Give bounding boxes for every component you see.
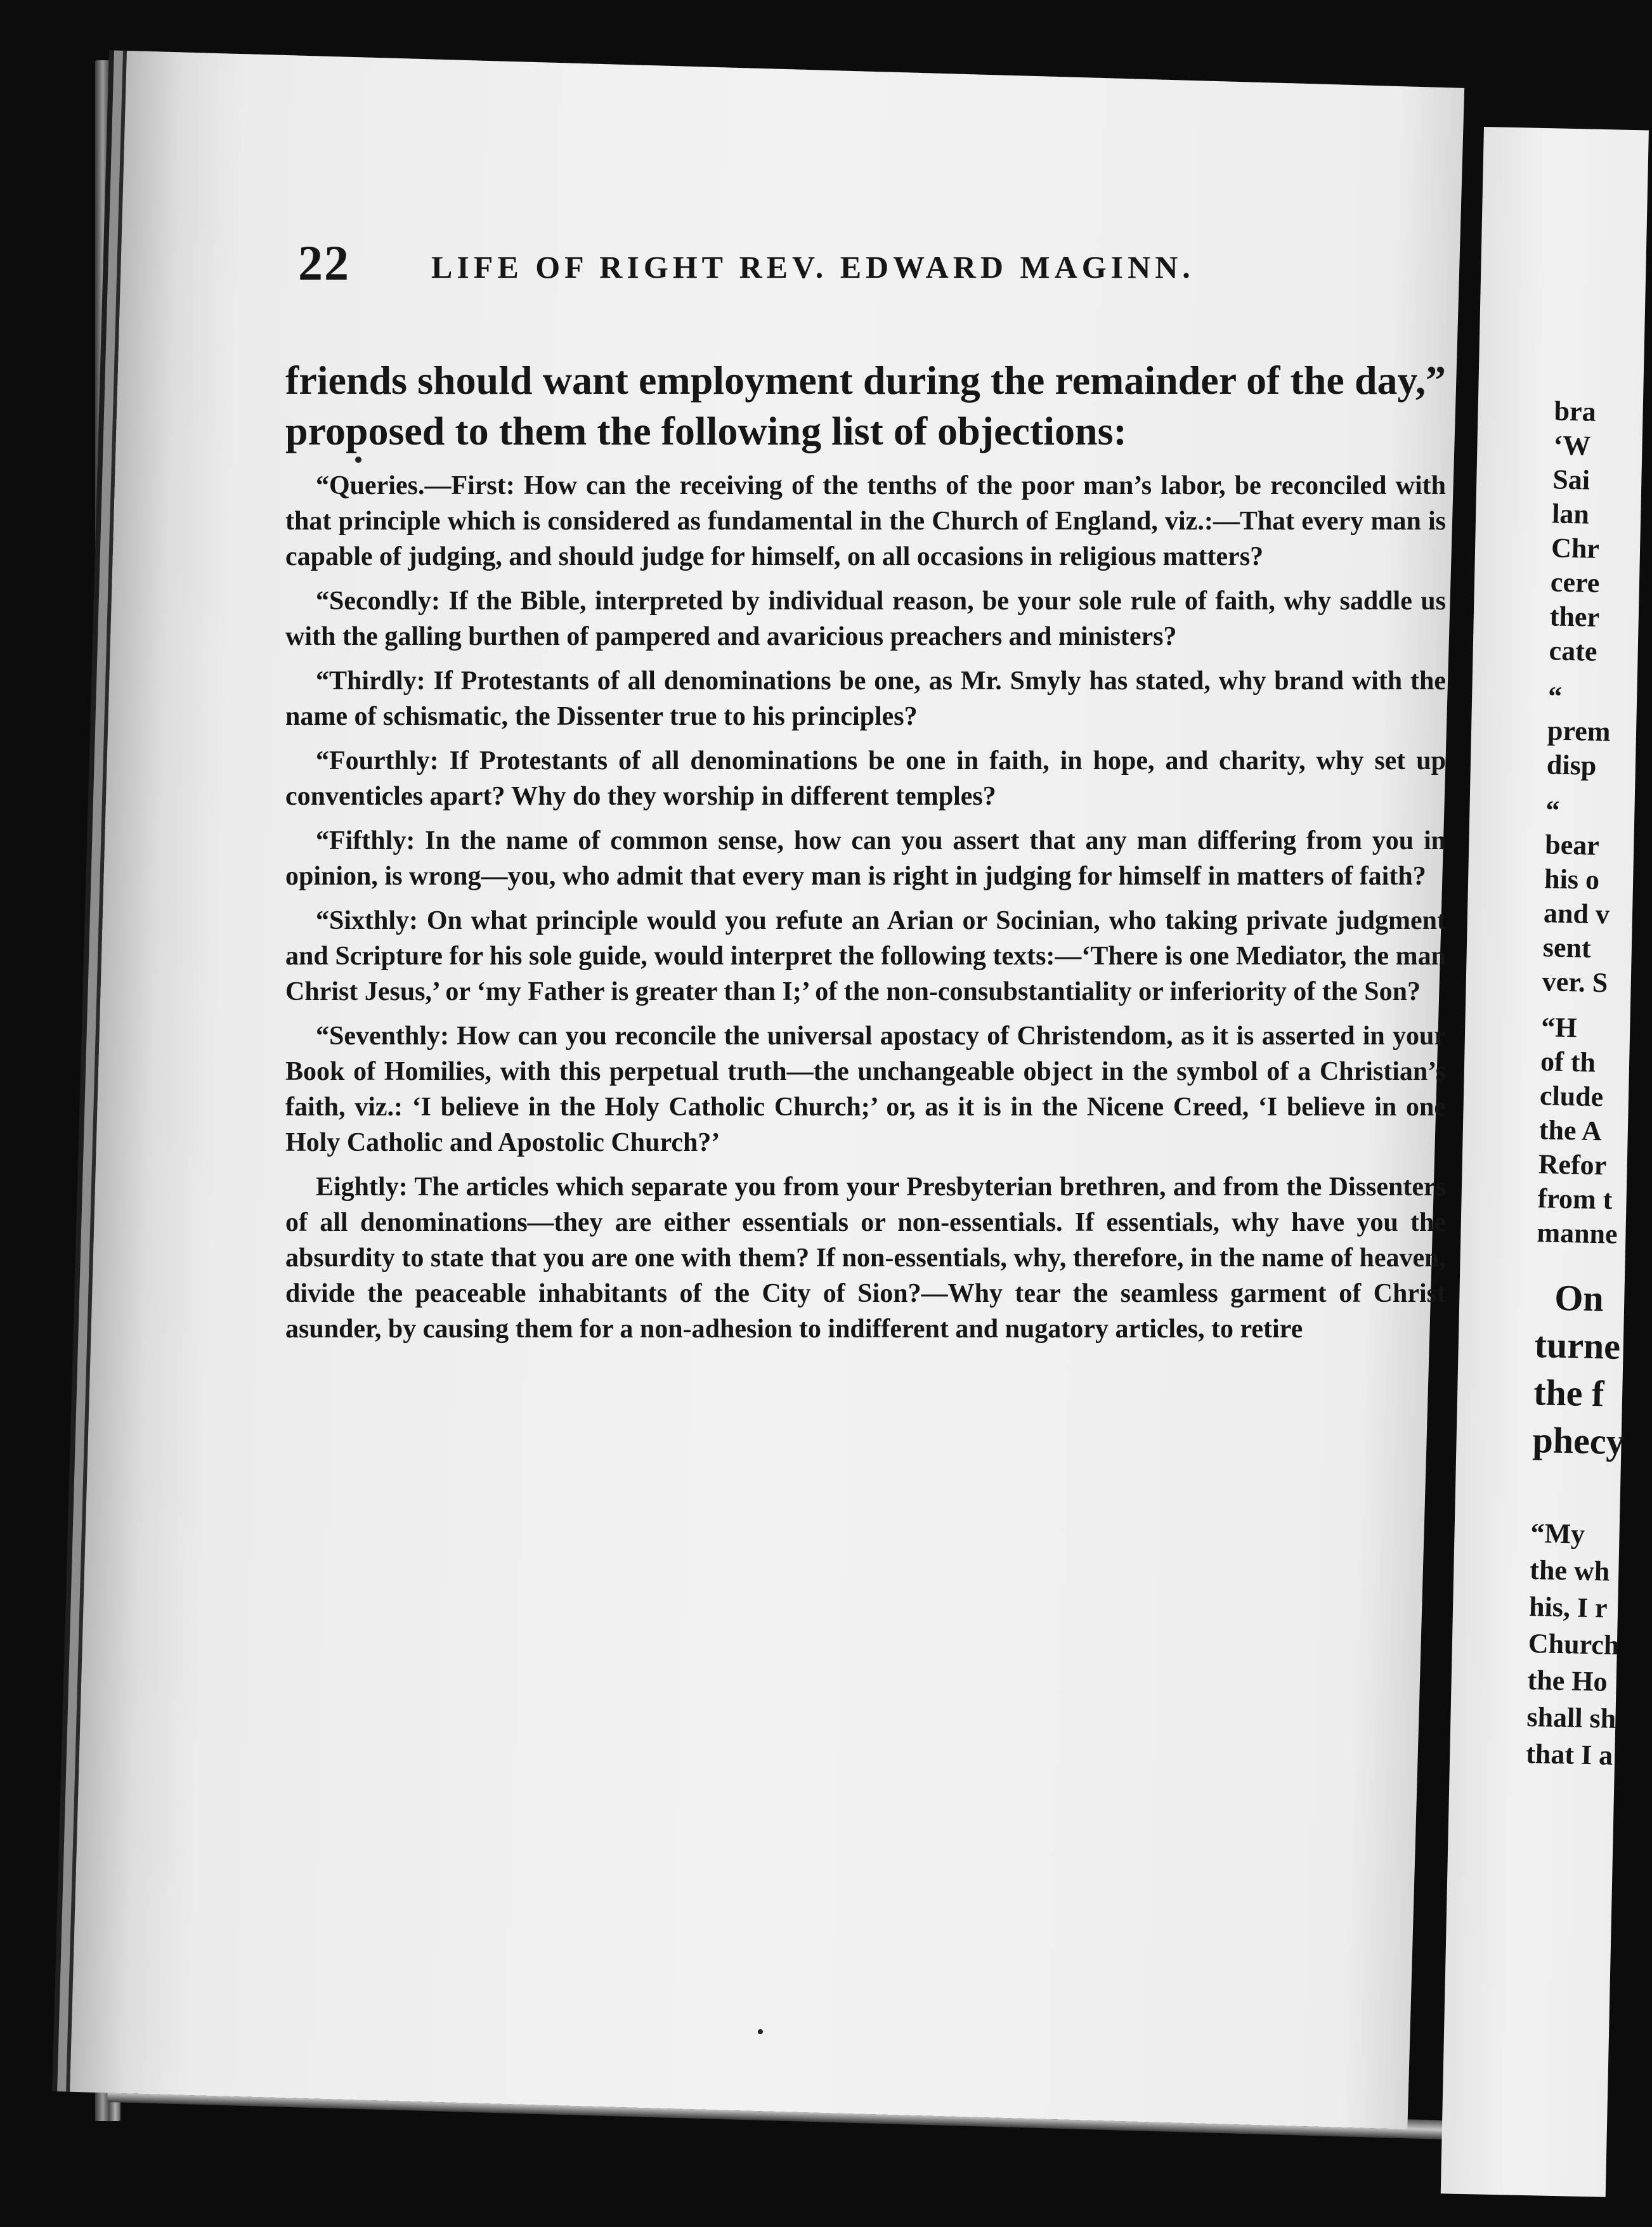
query-paragraph: “Fourthly: If Protestants of all denominations be one in faith, in hope, and charity, why set up conventicles apart? Why do they worship in different temples?	[285, 746, 1446, 811]
right-page-fragment: Chr	[1551, 532, 1600, 564]
ink-speck	[758, 2029, 763, 2034]
right-page-fragment: sent	[1542, 932, 1592, 964]
query-paragraph: “Queries.—First: How can the receiving of the tenths of the poor man’s labor, be reconciled with that principle which is considered as fundamental in the Church of England, viz.:—That every man is capable of judging, and should judge for himself, on all occasions in religious matters?	[285, 471, 1446, 571]
query-paragraph: Eightly: The articles which separate you from your Presbyterian brethren, and from the Dissenters of all denominations—they are either essentials or non-essentials. If essentials, why have you the absurdity to state that you are one with them? If non-essentials, why, therefore, in the name of heaven, divide the peaceable inhabitants of the City of Sion?—Why tear the seamless garment of Christ asunder, by causing them for a non-adhesion to indifferent and nugatory articles, to retire	[285, 1172, 1446, 1344]
right-page-fragment: “	[1545, 795, 1560, 826]
right-page-fragment: shall sh	[1526, 1701, 1616, 1734]
right-page-fragment: phecy	[1532, 1419, 1625, 1463]
query-paragraph: “Fifthly: In the name of common sense, how can you assert that any man differing from you in opinion, is wrong—you, who admit that every man is right in judging for himself in matters of faith?	[285, 826, 1446, 891]
right-page-fragment: the f	[1533, 1372, 1605, 1415]
right-page-fragment: of th	[1540, 1046, 1596, 1079]
right-page-fragment: bra	[1554, 395, 1597, 427]
right-page-fragment: prem	[1547, 715, 1611, 748]
right-page-fragment: his o	[1544, 863, 1600, 896]
query-paragraph: “Thirdly: If Protestants of all denominations be one, as Mr. Smyly has stated, why brand with the name of schismatic, the Dissenter true to his principles?	[285, 666, 1446, 731]
right-page-fragment: the wh	[1529, 1554, 1610, 1587]
right-page-fragment: his, I r	[1528, 1591, 1608, 1624]
right-page-fragment: “My	[1530, 1517, 1585, 1550]
running-head: LIFE OF RIGHT REV. EDWARD MAGINN.	[431, 249, 1195, 285]
query-paragraph: “Sixthly: On what principle would you refute an Arian or Socinian, who taking private judgment and Scripture for his sole guide, would interpret the following texts:—‘There is one Mediator, the man Christ Jesus,’ or ‘my Father is greater than I;’ of the non-consubstantiality or inferiority of the Son?	[285, 906, 1446, 1006]
right-page-fragment: and v	[1543, 897, 1610, 930]
right-page-fragment: ‘W	[1552, 429, 1591, 462]
right-page-fragment: cate	[1549, 635, 1597, 667]
right-page-fragment: cere	[1550, 566, 1600, 599]
right-page-fragment: “H	[1540, 1011, 1578, 1044]
right-page-fragment: Church	[1528, 1627, 1620, 1661]
page-header	[298, 235, 1440, 311]
right-page-fragment: lan	[1551, 498, 1590, 530]
query-paragraph: “Secondly: If the Bible, interpreted by individual reason, be your sole rule of faith, why saddle us with the galling burthen of pampered and avaricious preachers and ministers?	[285, 587, 1446, 651]
right-page-fragment: ver. S	[1542, 966, 1608, 999]
right-page-fragment: turne	[1534, 1324, 1621, 1367]
lead-paragraph: friends should want employment during the remainder of the day,” proposed to them the following list of objections:	[285, 358, 1446, 453]
right-page-fragment: bear	[1544, 829, 1600, 862]
page-number: 22	[298, 235, 350, 290]
right-book-page	[1441, 127, 1649, 2197]
right-page-fragment: the Ho	[1527, 1664, 1608, 1698]
right-page-fragment: the A	[1538, 1114, 1603, 1147]
right-page-fragment: manne	[1536, 1217, 1618, 1250]
right-page-fragment: ther	[1549, 601, 1600, 633]
right-page-fragment: that I a	[1525, 1737, 1613, 1771]
right-page-fragment: Sai	[1552, 464, 1590, 496]
right-page-fragment: from t	[1537, 1183, 1613, 1216]
query-paragraph: “Seventhly: How can you reconcile the universal apostacy of Christendom, as it is asserted in your Book of Homilies, with this perpetual truth—the unchangeable object in the symbol of a Christian’s faith, viz.: ‘I believe in the Holy Catholic Church;’ or, as it is in the Nicene Creed, ‘I believe in one Holy Catholic and Apostolic Church?’	[285, 1022, 1446, 1157]
right-page-fragment: Refor	[1538, 1148, 1607, 1181]
right-page-fragment: disp	[1546, 749, 1597, 781]
right-page-fragment: clude	[1539, 1080, 1604, 1113]
body-text	[285, 355, 1446, 1356]
right-page-fragment: “	[1547, 680, 1563, 712]
right-page-fragment: On	[1554, 1276, 1604, 1320]
